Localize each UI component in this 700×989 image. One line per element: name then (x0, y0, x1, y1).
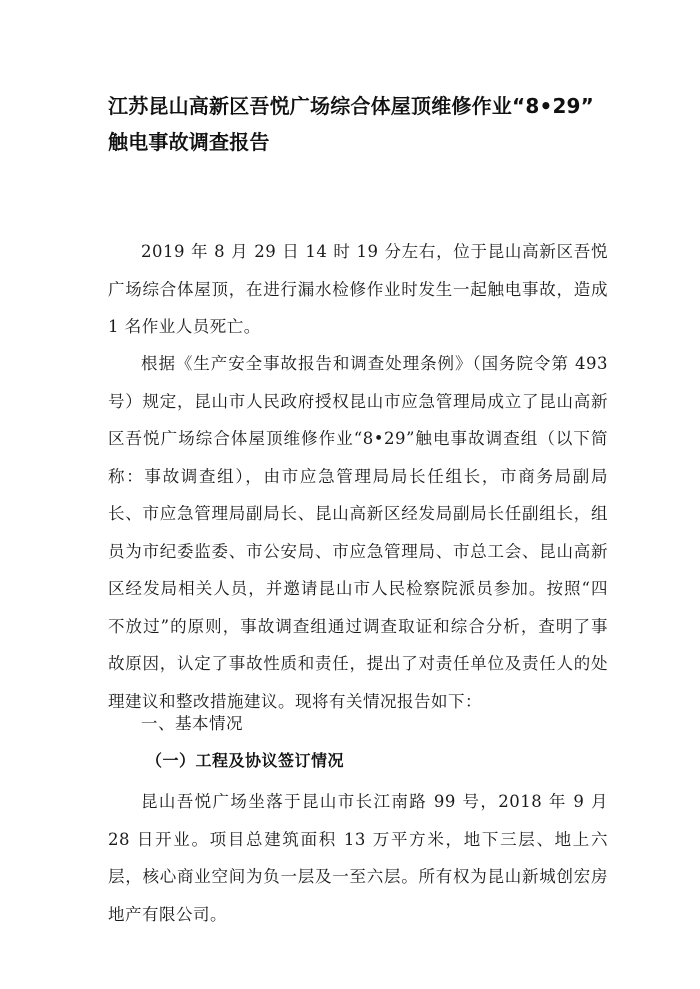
paragraph-project-info: 昆山吾悦广场坐落于昆山市长江南路 99 号，2018 年 9 月 28 日开业。项目总建筑面积 13 万平方米，地下三层、地上六层，核心商业空间为负一层及一至六层。所有权为昆山新城创宏房地产有限公司。 (108, 792, 608, 924)
document-title-line-2: 触电事故调查报告 (108, 130, 270, 154)
paragraph-incident-summary: 2019 年 8 月 29 日 14 时 19 分左右，位于昆山高新区吾悦广场综合体屋顶，在进行漏水检修作业时发生一起触电事故，造成 1 名作业人员死亡。 (108, 242, 608, 336)
paragraph-investigation-basis: 根据《生产安全事故报告和调查处理条例》（国务院令第 493 号）规定，昆山市人民政府授权昆山市应急管理局成立了昆山高新区吾悦广场综合体屋顶维修作业“8•29”触电事故调查组（以下简称：事故调查组），由市应急管理局局长任组长，市商务局副局长、市应急管理局副局长、昆山高新区经发局副局长任副组长，组员为市纪委监委、市公安局、市应急管理局、市总工会、昆山高新区经发局相关人员，并邀请昆山市人民检察院派员参加。按照“四不放过”的原则，事故调查组通过调查取证和综合分析，查明了事故原因，认定了事故性质和责任，提出了对责任单位及责任人的处理建议和整改措施建议。现将有关情况报告如下： (108, 354, 608, 711)
subsection-heading-project-agreement: （一）工程及协议签订情况 (146, 751, 345, 770)
section-heading-basic-info: 一、基本情况 (141, 714, 243, 733)
document-title-line-1: 江苏昆山高新区吾悦广场综合体屋顶维修作业“8•29” (108, 94, 595, 118)
